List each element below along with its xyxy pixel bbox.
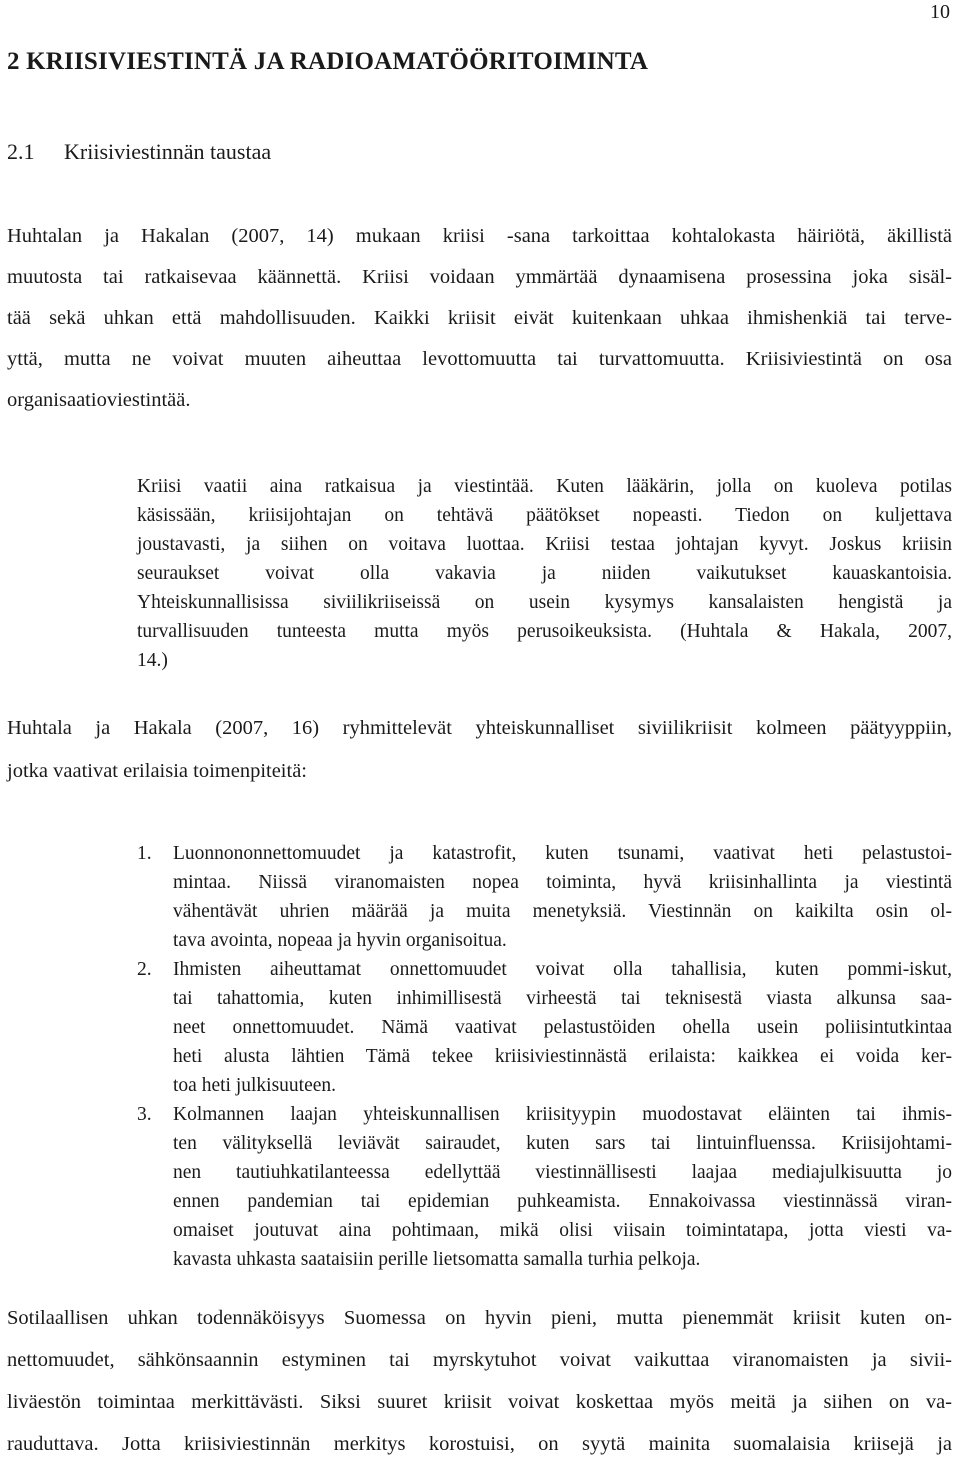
list-marker: 1.	[137, 843, 152, 864]
page-number: 10	[930, 1, 950, 23]
chapter-title: 2 KRIISIVIESTINTÄ JA RADIOAMATÖÖRITOIMINTA	[7, 48, 649, 75]
list-item-line: ten välityksellä leviävät sairaudet, kuten sars tai lintuinfluenssa. Kriisijohtami-	[173, 1133, 952, 1154]
section-heading	[7, 137, 271, 167]
list-item-line: Luonnononnettomuudet ja katastrofit, kuten tsunami, vaativat heti pelastustoi-	[173, 843, 952, 864]
list-item-line: mintaa. Niissä viranomaisten nopea toiminta, hyvä kriisinhallinta ja viestintä	[173, 872, 952, 893]
quote-line: joustavasti, ja siihen on voitava luottaa. Kriisi testaa johtajan kyvyt. Joskus kriisin	[137, 534, 952, 555]
list-marker: 3.	[137, 1104, 152, 1125]
quote-line: Kriisi vaatii aina ratkaisua ja viestintää. Kuten lääkärin, jolla on kuoleva potilas	[137, 476, 952, 497]
list-item-line: ennen pandemian tai epidemian puhkeamista. Ennakoivassa viestinnässä viran-	[173, 1191, 952, 1212]
quote-line: turvallisuuden tunteesta mutta myös perusoikeuksista. (Huhtala & Hakala, 2007,	[137, 621, 952, 642]
list-item	[137, 839, 952, 955]
paragraph-1-line: yttä, mutta ne voivat muuten aiheuttaa levottomuutta tai turvattomuutta. Kriisiviestintä on osa	[7, 348, 952, 370]
list-item-line: Kolmannen laajan yhteiskunnallisen kriisityypin muodostavat eläinten tai ihmis-	[173, 1104, 952, 1125]
section-number: 2.1	[7, 139, 35, 164]
list-item-line: heti alusta lähtien Tämä tekee kriisiviestinnästä erilaista: kaikkea ei voida ker-	[173, 1046, 952, 1067]
list-item-line: kavasta uhkasta saataisiin perille lietsomatta samalla turhia pelkoja.	[173, 1249, 701, 1270]
list-item-line: toa heti julkisuuteen.	[173, 1075, 337, 1096]
list-item-line: omaiset joutuvat aina pohtimaan, mikä olisi viisain toimintatapa, jotta viesti va-	[173, 1220, 952, 1241]
list-item-line: tava avointa, nopeaa ja hyvin organisoitua.	[173, 930, 507, 951]
list-item-line: tai tahattomia, kuten inhimillisestä virheestä tai teknisestä viasta alkunsa saa-	[173, 988, 952, 1009]
quote-line: seuraukset voivat olla vakavia ja niiden vaikutukset kauaskantoisia.	[137, 563, 952, 584]
section-title: Kriisiviestinnän taustaa	[64, 139, 272, 164]
paragraph-1-line: organisaatioviestintää.	[7, 389, 191, 411]
paragraph-3-line: liväestön toimintaa merkittävästi. Siksi suuret kriisit voivat koskettaa myös meitä ja siihen on va-	[7, 1391, 952, 1413]
paragraph-3-line: Sotilaallisen uhkan todennäköisyys Suomessa on hyvin pieni, mutta pienemmät kriisit kuten on-	[7, 1307, 952, 1329]
quote-line: 14.)	[137, 650, 168, 671]
paragraph-2-line: jotka vaativat erilaisia toimenpiteitä:	[7, 760, 307, 782]
paragraph-3-line: rauduttava. Jotta kriisiviestinnän merkitys korostuisi, on syytä mainita suomalaisia kriisejä ja	[7, 1433, 952, 1455]
crisis-types-list	[137, 839, 952, 1274]
list-item-line: Ihmisten aiheuttamat onnettomuudet voivat olla tahallisia, kuten pommi-iskut,	[173, 959, 952, 980]
list-marker: 2.	[137, 959, 152, 980]
list-item-line: vähentävät uhrien määrää ja muita menetyksiä. Viestinnän on kaikilta osin ol-	[173, 901, 952, 922]
paragraph-1-line: tää sekä uhkan että mahdollisuuden. Kaikki kriisit eivät kuitenkaan uhkaa ihmishenkiä tai terve-	[7, 307, 952, 329]
quote-line: käsissään, kriisijohtajan on tehtävä päätökset nopeasti. Tiedon on kuljettava	[137, 505, 952, 526]
list-item	[137, 1100, 952, 1274]
quote-line: Yhteiskunnallisissa siviilikriiseissä on usein kysymys kansalaisten hengistä ja	[137, 592, 952, 613]
list-item-line: nen tautiuhkatilanteessa edellyttää viestinnällisesti laajaa mediajulkisuutta jo	[173, 1162, 952, 1183]
list-item-line: neet onnettomuudet. Nämä vaativat pelastustöiden ohella usein poliisintutkintaa	[173, 1017, 952, 1038]
list-item	[137, 955, 952, 1100]
paragraph-3-line: nettomuudet, sähkönsaannin estyminen tai myrskytuhot voivat vaikuttaa viranomaisten ja sivii-	[7, 1349, 952, 1371]
block-quote	[137, 472, 952, 675]
paragraph-1-line: muutosta tai ratkaisevaa käännettä. Kriisi voidaan ymmärtää dynaamisena prosessina joka sisäl-	[7, 266, 952, 288]
paragraph-1-line: Huhtalan ja Hakalan (2007, 14) mukaan kriisi -sana tarkoittaa kohtalokasta häiriötä, äkillistä	[7, 225, 952, 247]
paragraph-2-line: Huhtala ja Hakala (2007, 16) ryhmittelevät yhteiskunnalliset siviilikriisit kolmeen päätyyppiin,	[7, 717, 952, 739]
